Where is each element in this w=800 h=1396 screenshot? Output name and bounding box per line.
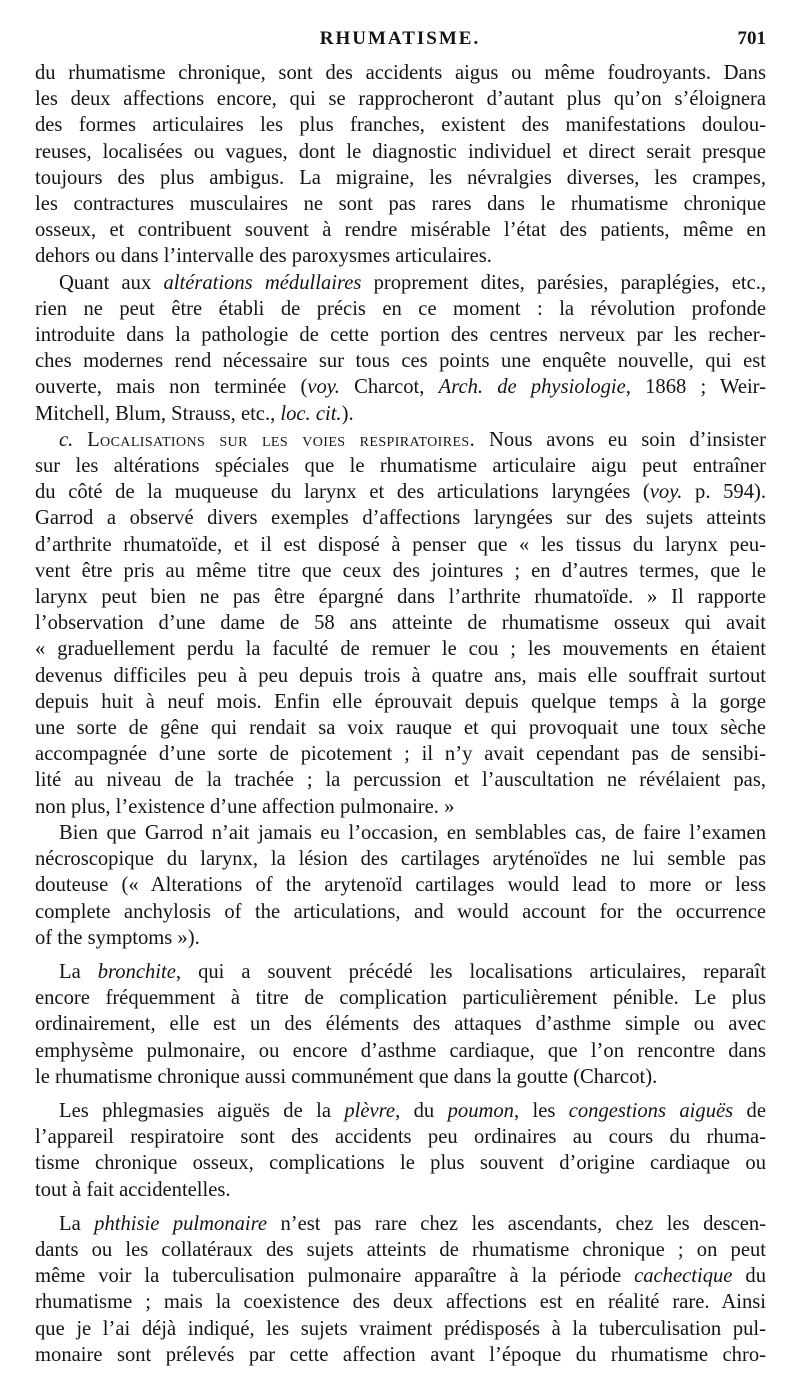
text-line: nécroscopique du larynx, la lésion des cartilages aryténoïdes ne lui semble pas [35, 848, 766, 871]
line-text: Quant aux altérations médullaires proprement dites, parésies, paraplégies, etc., [59, 271, 766, 294]
text-line: ouverte, mais non terminée (voy. Charcot, Arch. de physiologie, 1868 ; Weir- [35, 376, 766, 399]
text-line: sur les altérations spéciales que le rhumatisme articulaire aigu peut entraîner [35, 455, 766, 478]
page-body [35, 60, 766, 1368]
text-line: le rhumatisme chronique aussi communément que dans la goutte (Charcot). [35, 1065, 658, 1088]
text-line: Garrod a observé divers exemples d’affections laryngées sur des sujets atteints [35, 507, 766, 530]
text-line: vent être pris au même titre que ceux des jointures ; en d’autres termes, que le [35, 559, 766, 582]
text-line: l’observation d’une dame de 58 ans atteinte de rhumatisme osseux qui avait [35, 612, 766, 635]
text-line: La phthisie pulmonaire n’est pas rare chez les ascendants, chez les descen- [59, 1212, 766, 1235]
text-line: depuis huit à neuf mois. Enfin elle éprouvait depuis quelque temps à la gorge [35, 690, 766, 713]
text-line: introduite dans la pathologie de cette portion des centres nerveux par les recher- [35, 324, 766, 347]
text-line: non plus, l’existence d’une affection pulmonaire. » [35, 795, 455, 818]
text-line: emphysème pulmonaire, ou encore d’asthme cardiaque, que l’on rencontre dans [35, 1039, 766, 1062]
text-line: rien ne peut être établi de précis en ce moment : la révolution profonde [35, 297, 766, 320]
running-title: RHUMATISME. [319, 28, 481, 49]
text-line: of the symptoms »). [35, 926, 200, 949]
text-line: larynx peut bien ne pas être épargné dans l’arthrite rhumatoïde. » Il rapporte [35, 586, 766, 609]
text-line: osseux, et contribuent souvent à rendre misérable l’état des patients, même en [35, 219, 766, 242]
text-line: les deux affections encore, qui se rapprocheront d’autant plus qu’on s’éloignera [35, 88, 766, 111]
text-line: Mitchell, Blum, Strauss, etc., loc. cit.). [35, 402, 354, 425]
text-line: encore fréquemment à titre de complication particulièrement pénible. Le plus [35, 987, 766, 1010]
text-line: des formes articulaires les plus franches, existent des manifestations doulou- [35, 114, 766, 137]
text-line: du rhumatisme chronique, sont des accidents aigus ou même foudroyants. Dans [35, 62, 766, 84]
text-line: les contractures musculaires ne sont pas rares dans le rhumatisme chronique [35, 193, 766, 216]
text-line: « graduellement perdu la faculté de remuer le cou ; les mouvements en étaient [35, 638, 766, 661]
text-line: d’arthrite rhumatoïde, et il est disposé à penser que « les tissus du larynx peu- [35, 533, 766, 556]
text-line: devenus difficiles peu à peu depuis trois à quatre ans, mais elle souffrait surtout [35, 664, 766, 687]
text-line: du côté de la muqueuse du larynx et des articulations laryngées (voy. p. 594). [35, 481, 767, 504]
text-line: complete anchylosis of the articulations, and would account for the occurrence [35, 900, 766, 923]
section-heading-line: c. Localisations sur les voies respiratoires. Nous avons eu soin d’insister [59, 428, 766, 451]
text-line: tout à fait accidentelles. [35, 1178, 231, 1201]
text-line: Les phlegmasies aiguës de la plèvre, du poumon, les congestions aiguës de [59, 1099, 766, 1122]
text-line: toujours des plus ambigus. La migraine, les névralgies diverses, les crampes, [35, 166, 766, 189]
text-line: douteuse (« Alterations of the arytenoïd cartilages would lead to more or less [35, 874, 766, 897]
text-line: l’appareil respiratoire sont des accidents peu ordinaires au cours du rhuma- [35, 1126, 766, 1149]
text-line [35, 270, 766, 296]
text-line: que je l’ai déjà indiqué, les sujets vraiment prédisposés à la tuberculisation pul- [35, 1317, 766, 1340]
text-line: monaire sont prélevés par cette affection avant l’époque du rhumatisme chro- [35, 1343, 766, 1366]
text-line: dehors ou dans l’intervalle des paroxysmes articulaires. [35, 245, 492, 268]
text-line: reuses, localisées ou vagues, dont le diagnostic individuel et direct serait presque [35, 140, 766, 163]
text-line: tisme chronique osseux, complications le plus souvent d’origine cardiaque ou [35, 1152, 766, 1175]
text-line: même voir la tuberculisation pulmonaire apparaître à la période cachectique du [35, 1265, 766, 1288]
text-line: lité au niveau de la trachée ; la percussion et l’auscultation ne révélaient pas, [35, 769, 766, 792]
text-line: ches modernes rend nécessaire sur tous ces points une enquête nouvelle, qui est [35, 350, 766, 373]
page-number: 701 [737, 28, 766, 49]
text-line: accompagnée d’une sorte de picotement ; il n’y avait cependant pas de sensibi- [35, 743, 766, 766]
text-line: une sorte de gêne qui rendait sa voix rauque et qui provoquait une toux sèche [35, 717, 766, 740]
running-header [34, 28, 766, 58]
text-line: dants ou les collatéraux des sujets atteints de rhumatisme chronique ; on peut [35, 1238, 766, 1261]
text-line: La bronchite, qui a souvent précédé les localisations articulaires, reparaît [59, 960, 766, 983]
text-line: ordinairement, elle est un des éléments des attaques d’asthme simple ou avec [35, 1013, 766, 1036]
text-line: Bien que Garrod n’ait jamais eu l’occasion, en semblables cas, de faire l’examen [59, 821, 766, 844]
text-line: rhumatisme ; mais la coexistence des deux affections est en réalité rare. Ainsi [35, 1291, 766, 1314]
